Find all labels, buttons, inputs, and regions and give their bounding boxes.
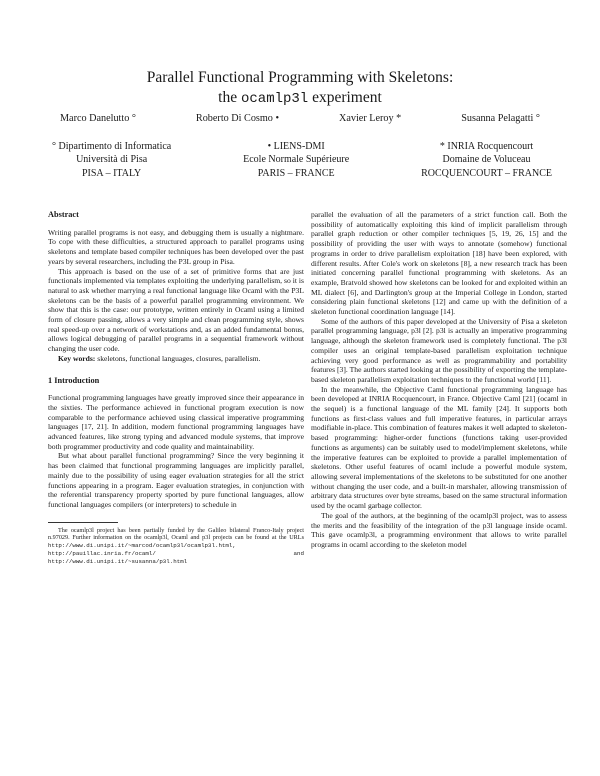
paper-title-line2 (0, 88, 600, 109)
author-list (60, 113, 540, 124)
right-paragraph-3: In the meanwhile, the Objective Caml functional programming language has been developed at INRIA Rocquencourt, in France. Objective Caml [21] (ocaml in the sequel) is a functional language of the ML family [24]. It supports both functions as first-class values and full imperative features, in particular arrays modifiable in-place. This combination of features makes it well adapted to skeleton-based programming: higher-order functions (functions taking user-provided functions as arguments) can be suitably used to model/implement skeletons, while the imperative features can be exploited to provide a parallel implementation of skeletons. Other useful features of ocaml include a powerful module system, allowing several implementations of the skeletons to be substituted for one another without changing the user code, and a built-in marshaler, allowing transmission of arbitrary data structures over byte streams, based on the same structural information used by the ocaml garbage collector. (311, 384, 567, 511)
right-paragraph-4: The goal of the authors, at the beginning of the ocamlp3l project, was to assess the merits and the feasibility of the integration of the p3l language inside ocaml. This gave ocamlp3l, a programming environment that allows to write parallel programs in ocaml according to the skeleton model (311, 510, 567, 549)
intro-paragraph-2: But what about parallel functional programming? Since the very beginning it has been claimed that functional programming languages are implicitly parallel, mainly due to the possibility of using eager evaluation strategies for all the strict functions appearing in a program. Eager evaluation strategies, in conjunction with the referential transparency property sported by pure functional languages, allow functional languages compilers (or interpreters) to schedule in (48, 451, 304, 509)
title-ocamlp3l: ocamlp3l (240, 91, 309, 107)
affiliation-line: ROCQUENCOURT – FRANCE (421, 167, 552, 179)
left-column (48, 210, 304, 566)
author-di-cosmo: Roberto Di Cosmo • (195, 113, 280, 124)
footnote-urls: http://www.di.unipi.it/~marcod/ocamlp3l/ocamlp3l.html, http://pauillac.inria.fr/ocaml/ and http://www.di.unipi.it/~susanna/p3l.html (48, 542, 304, 565)
intro-paragraph-1: Functional programming languages have greatly improved since their appearance in the sixties. The performance achieved in functional program execution is now comparable to the performance achieved using classical imperative programming languages [17, 21]. In addition, modern functional programming languages have advanced features, like strong typing and advanced module systems, that improve both programmer productivity and code quality and maintainability. (48, 393, 304, 451)
affiliation-inria (421, 140, 552, 180)
affiliation-line: Domaine de Voluceau (442, 154, 531, 166)
footnote-text: The ocamlp3l project has been partially funded by the Galileo bilateral Franco-Italy project n.97029. Further information on the ocamlp3l, Ocaml and p3l projects can be found at the URLs (48, 526, 304, 542)
affiliation-line: PISA – ITALY (81, 167, 142, 179)
affiliation-line: Università di Pisa (76, 154, 148, 166)
abstract-paragraph-2: This approach is based on the use of a set of primitive forms that are just functionals implemented via templates exploiting the underlying parallelism, so it is natural to ask whether marrying a real functional language like Ocaml with the P3L skeletons can be the basis of a powerful parallel programming environment. We show that this is the case: our prototype, written entirely in Ocaml using a limited form of closure passing, allows a very simple and clean programming style, shows real speed-up over a network of workstations and, as an added fundamental bonus, allows logical debugging of parallel programs in a sequential framework without changing the user code. (48, 266, 304, 354)
author-danelutto: Marco Danelutto ° (60, 113, 136, 124)
abstract-heading: Abstract (48, 210, 79, 219)
author-pelagatti: Susanna Pelagatti ° (461, 113, 540, 124)
keywords-text: skeletons, functional languages, closures, parallelism. (97, 353, 261, 363)
affiliation-line: • LIENS-DMI (267, 141, 325, 152)
author-leroy: Xavier Leroy * (339, 113, 402, 124)
affiliation-line: Ecole Normale Supérieure (243, 154, 350, 166)
right-column (311, 210, 567, 550)
affiliation-pisa (52, 140, 171, 180)
affiliation-list (52, 140, 552, 180)
right-paragraph-1: parallel the evaluation of all the parameters of a strict function call. Both the possibility of automatically exploiting this kind of implicit parallelism through parallel graph reduction or other compiler techniques [5, 19, 26, 15] and the possibility of providing the user with ways to annotate (somehow) functional programs in order to drive parallelism exploitation [18] have been explored, with different results. After Cole's work on skeletons [8], a new research track has been initiated concerning parallel functional programming with skeletons. As an example, Bratvold showed how skeletons can be looked for and exploited within an ML dialect [6], and Darlington's group at the Imperial College in London, started considering plain functional skeletons [12] and came up with the definition of a skeleton functional coordination language [14]. (311, 210, 567, 317)
footnote (48, 527, 304, 566)
right-paragraph-2: Some of the authors of this paper developed at the University of Pisa a skeleton parallel programming language, p3l [2]. p3l is actually an imperative programming language, although the skeleton framework used is completely functional. The p3l compiler uses an original template-based parallelism exploitation technique achieving very good performance as well as programmability and portability features [3]. The authors started looking at the possibility of exporting the template-based skeleton parallelism exploitation techniques to the functional world [11]. (311, 316, 567, 384)
affiliation-line: PARIS – FRANCE (257, 167, 335, 179)
keywords-paragraph (48, 354, 304, 364)
footnote-divider (48, 522, 118, 523)
affiliation-liens (243, 140, 349, 180)
affiliation-line: ° Dipartimento di Informatica (52, 141, 172, 152)
abstract-paragraph-1: Writing parallel programs is not easy, and debugging them is usually a nightmare. To cope with these difficulties, a structured approach to parallel programs using skeletons and template based compiler techniques has been developed over the past years by several researchers, including the P3L group in Pisa. (48, 227, 304, 266)
title-prefix: the (218, 89, 238, 106)
affiliation-line: * INRIA Rocquencourt (439, 141, 534, 152)
title-suffix: experiment (312, 89, 382, 106)
keywords-label: Key words: (58, 353, 96, 363)
paper-title-line1: Parallel Functional Programming with Skeletons: (146, 69, 454, 86)
section-introduction-heading: 1 Introduction (48, 375, 100, 385)
